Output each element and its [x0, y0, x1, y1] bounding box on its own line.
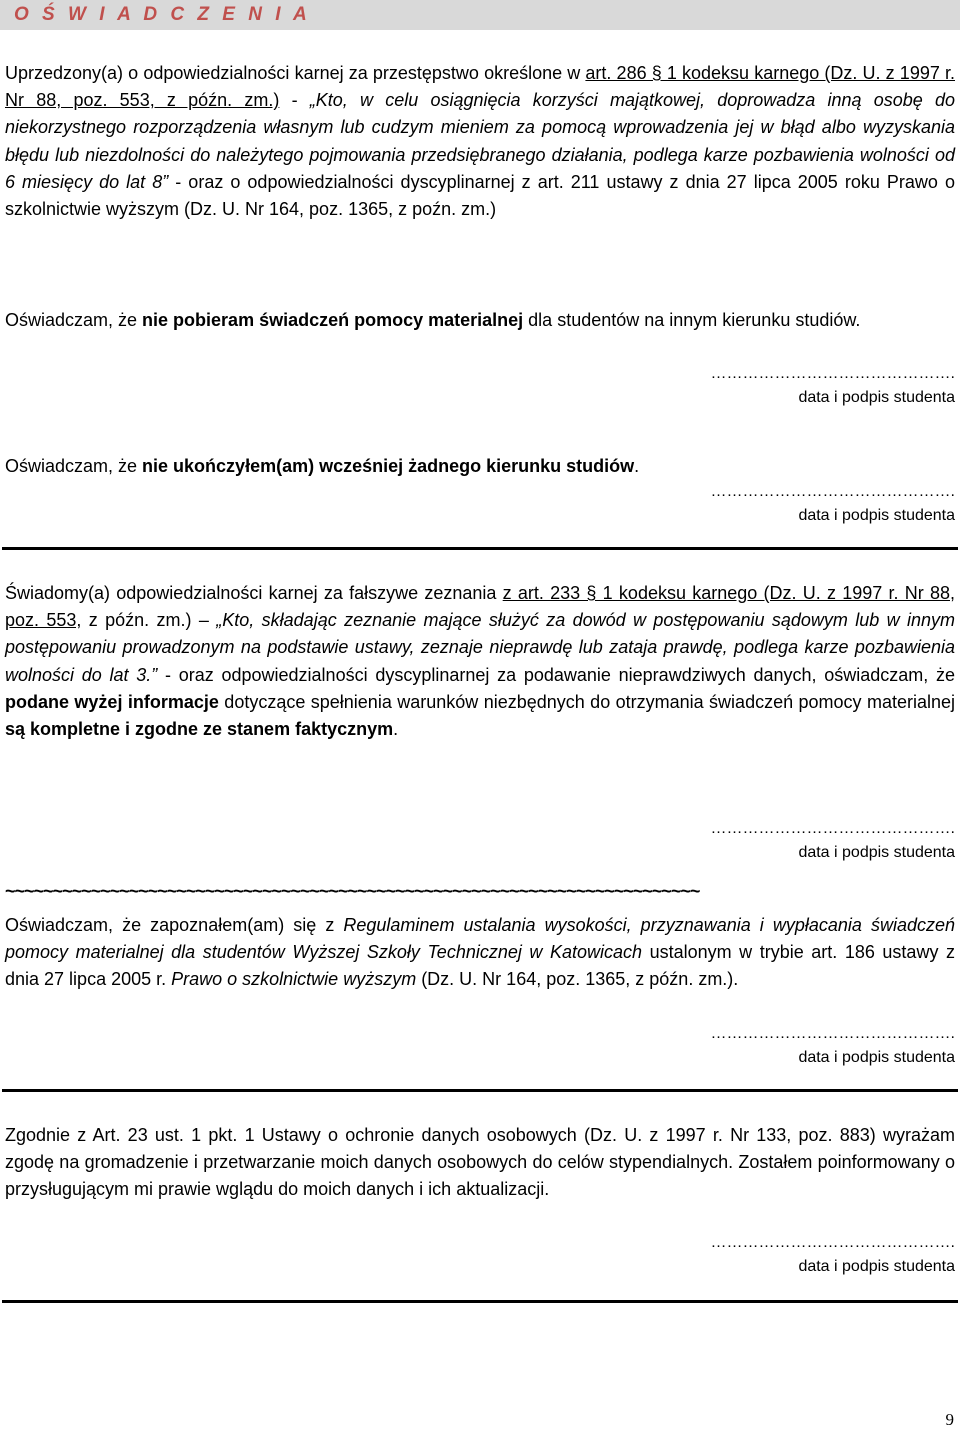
- regulations-italic: Regulaminem ustalania wysokości, przyznawania i wypłacania świadczeń pomocy materialnej dla studentów Wyższej Szkoły Technicznej w Katowicach: [5, 915, 955, 963]
- signature-block-2: [655, 480, 955, 528]
- divider-3: [2, 1300, 958, 1303]
- fraud-quote: „Kto, w celu osiągnięcia korzyści majątkowej, doprowadza inną osobę do niekorzystnego rozporządzenia własnym lub cudzym mieniem za pomocą wprowadzenia jej w błąd albo wyzyskania błędu lub niezdolności do należytego pojmowania przedsiębranego działania, podlega karze pozbawienia wolności od 6 miesięcy do lat 8”: [5, 90, 955, 192]
- testimony-text: z późn. zm.) –: [81, 610, 217, 631]
- signature-block-1: [655, 362, 955, 410]
- testimony-text: Świadomy(a) odpowiedzialności karnej za fałszywe zeznania: [5, 583, 503, 603]
- signature-line: ……………………………………….: [710, 1234, 955, 1251]
- section-regulations-acknowledgement: [5, 912, 955, 994]
- divider-2: [2, 1089, 958, 1092]
- declaration-no-previous-studies: [5, 453, 955, 480]
- testimony-text: .: [393, 719, 399, 740]
- signature-line: ……………………………………….: [710, 365, 955, 382]
- consent-text: Zgodnie z Art. 23 ust. 1 pkt. 1 Ustawy o ochronie danych osobowych (Dz. U. z 1997 r. Nr 133, poz. 883) wyrażam zgodę na gromadzenie i przetwarzanie moich danych osobowych do celów stypendialnych. Zostałem poinformowany o przysługującym mi prawie wglądu do moich danych i ich aktualizacji.: [5, 1125, 955, 1200]
- signature-line: ……………………………………….: [710, 483, 955, 500]
- signature-block-5: [655, 1231, 955, 1279]
- divider-1: [2, 547, 958, 550]
- signature-line: ……………………………………….: [710, 820, 955, 837]
- testimony-bold: podane wyżej informacje: [5, 691, 219, 712]
- signature-line: ……………………………………….: [710, 1025, 955, 1042]
- regulations-text: Oświadczam, że zapoznałem(am) się z: [5, 915, 344, 935]
- signature-label: data i podpis studenta: [798, 1258, 955, 1275]
- declaration-text: Oświadczam, że: [5, 456, 143, 476]
- declaration-no-other-benefits: [5, 307, 955, 334]
- declaration-text: .: [634, 456, 640, 476]
- regulations-text: (Dz. U. Nr 164, poz. 1365, z późn. zm.).: [416, 969, 739, 990]
- page-title: O Ś W I A D C Z E N I A: [14, 4, 311, 25]
- testimony-legal-reference: z art. 233 § 1 kodeksu karnego (Dz. U. z 1997 r. Nr 88, poz. 553,: [5, 583, 955, 631]
- fraud-dash: -: [279, 90, 310, 111]
- testimony-text: - oraz odpowiedzialności dyscyplinarnej za podawanie nieprawdziwych danych, oświadczam, że: [157, 664, 955, 685]
- signature-block-3: [655, 817, 955, 865]
- header-bar: [0, 0, 960, 30]
- section-false-testimony: [5, 580, 955, 743]
- fraud-intro: Uprzedzony(a) o odpowiedzialności karnej za przestępstwo określone w: [5, 63, 586, 83]
- signature-label: data i podpis studenta: [798, 507, 955, 524]
- fraud-outro: - oraz o odpowiedzialności dyscyplinarnej z art. 211 ustawy z dnia 27 lipca 2005 roku Prawo o szkolnictwie wyższym (Dz. U. Nr 164, poz. 1365, z poźn. zm.): [5, 171, 955, 220]
- declaration-bold: nie ukończyłem(am) wcześniej żadnego kierunku studiów: [142, 456, 635, 476]
- section-data-protection-consent: [5, 1122, 955, 1204]
- signature-label: data i podpis studenta: [798, 844, 955, 861]
- testimony-quote: „Kto, składając zeznanie mające służyć za dowód w postępowaniu sądowym lub w innym postępowaniu prowadzonym na podstawie ustawy, zeznaje nieprawdę lub zataja prawdę, podlega karze pozbawienia wolności do lat 3.”: [5, 610, 955, 685]
- page-number: 9: [945, 1410, 954, 1429]
- declaration-text: dla studentów na innym kierunku studiów.: [523, 310, 861, 330]
- declaration-text: Oświadczam, że: [5, 310, 143, 330]
- tilde-separator: ~~~~~~~~~~~~~~~~~~~~~~~~~~~~~~~~~~~~~~~~~~~~~~~~~~~~~~~~~~~~~~~~~~~~~~~~~: [5, 881, 700, 901]
- regulations-italic: Prawo o szkolnictwie wyższym: [171, 969, 417, 990]
- testimony-text: dotyczące spełnienia warunków niezbędnych do otrzymania świadczeń pomocy materialnej: [218, 691, 955, 712]
- fraud-legal-reference: art. 286 § 1 kodeksu karnego (Dz. U. z 1997 r. Nr 88, poz. 553, z późn. zm.): [5, 63, 955, 111]
- testimony-bold: są kompletne i zgodne ze stanem faktycznym: [5, 719, 394, 740]
- signature-block-4: [655, 1022, 955, 1070]
- regulations-text: ustalonym w trybie art. 186 ustawy z dnia 27 lipca 2005 r.: [5, 942, 955, 990]
- signature-label: data i podpis studenta: [798, 389, 955, 406]
- signature-label: data i podpis studenta: [798, 1049, 955, 1066]
- declaration-bold: nie pobieram świadczeń pomocy materialnej: [142, 310, 524, 330]
- section-criminal-liability-fraud: [5, 60, 955, 223]
